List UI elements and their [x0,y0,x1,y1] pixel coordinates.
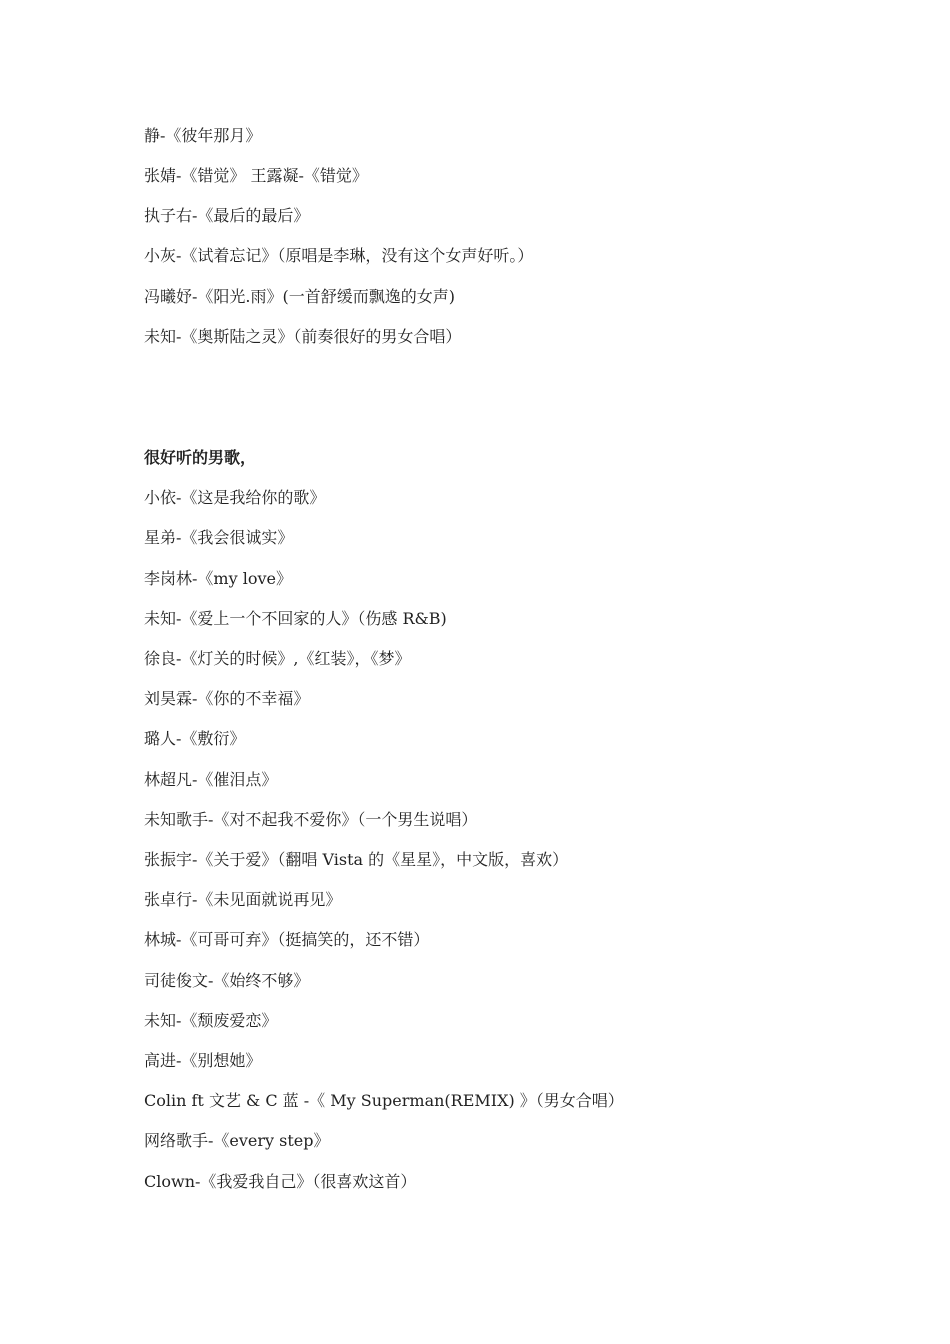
song-line: 司徒俊文-《始终不够》 [144,971,310,990]
section-heading: 很好听的男歌， [144,448,257,467]
song-line: 执子右-《最后的最后》 [144,206,310,225]
song-line: Clown-《我爱我自己》（很喜欢这首） [144,1172,417,1191]
song-line: 张卓行-《未见面就说再见》 [144,890,342,909]
song-line: 张振宇-《关于爱》（翻唱 Vista 的《星星》，中文版，喜欢） [144,850,569,869]
song-line: 高进-《别想她》 [144,1051,262,1070]
song-line: 小灰-《试着忘记》（原唱是李琳，没有这个女声好听。） [144,246,534,265]
song-line: 静-《彼年那月》 [144,126,262,145]
song-line: 李岗林-《my love》 [144,569,292,588]
song-line: 林超凡-《催泪点》 [144,770,278,789]
song-line: 刘昊霖-《你的不幸福》 [144,689,310,708]
song-line: 网络歌手-《every step》 [144,1131,330,1150]
song-line: 徐良-《灯关的时候》,《红装》，《梦》 [144,649,411,668]
song-line: 璐人-《敷衍》 [144,729,246,748]
song-line: 张婧-《错觉》 王露凝-《错觉》 [144,166,368,185]
song-line: 未知-《颓废爱恋》 [144,1011,278,1030]
song-line: 未知-《爱上一个不回家的人》（伤感 R&B) [144,609,447,628]
song-line: 未知歌手-《对不起我不爱你》（一个男生说唱） [144,810,478,829]
song-line: 未知-《奥斯陆之灵》（前奏很好的男女合唱） [144,327,462,346]
song-line: 小依-《这是我给你的歌》 [144,488,326,507]
song-line: 星弟-《我会很诚实》 [144,528,294,547]
song-line: 林城-《可哥可弃》（挺搞笑的，还不错） [144,930,430,949]
song-line: Colin ft 文艺 & C 蓝 -《 My Superman(REMIX) 》（男女合唱） [144,1091,624,1110]
song-line: 冯曦妤-《阳光.雨》(一首舒缓而飘逸的女声) [144,287,455,306]
